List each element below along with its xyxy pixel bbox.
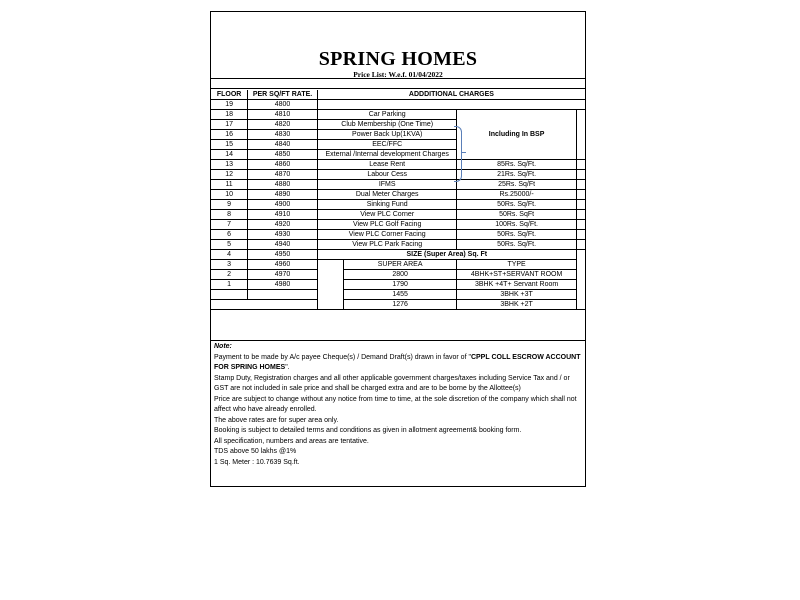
empty-cell	[576, 250, 585, 260]
table-row	[211, 190, 585, 200]
empty-cell	[211, 300, 248, 310]
charge-name-cell: View PLC Corner	[317, 210, 457, 220]
charge-name-cell: EEC/FFC	[317, 140, 457, 150]
charge-name-cell: External /Internal development Charges	[317, 150, 457, 160]
floor-cell: 5	[211, 240, 248, 250]
floor-cell: 9	[211, 200, 248, 210]
rate-cell: 4920	[248, 220, 318, 230]
charge-name-cell: Lease Rent	[317, 160, 457, 170]
floor-cell: 7	[211, 220, 248, 230]
empty-cell	[576, 170, 585, 180]
empty-cell	[576, 130, 585, 140]
size-section-header: SIZE (Super Area) Sq. Ft	[317, 250, 576, 260]
rate-cell: 4930	[248, 230, 318, 240]
table-row	[211, 100, 585, 110]
note-line: The above rates are for super area only.	[214, 416, 339, 424]
note-line: Price are subject to change without any notice from time to time, at the sole discretion of the company which shall not affect who have already enrolled.	[214, 395, 577, 413]
divider	[211, 78, 585, 79]
empty-cell	[248, 290, 318, 300]
empty-cell	[576, 180, 585, 190]
empty-cell	[576, 280, 585, 290]
unit-type-cell: 3BHK +4T+ Servant Room	[457, 280, 576, 290]
floor-column-header: FLOOR	[211, 90, 248, 100]
rate-cell: 4980	[248, 280, 318, 290]
note-line: Stamp Duty, Registration charges and all other applicable government charges/taxes including Service Tax and / or GST are not included in sale price and shall be charged extra and are to be borne by the Allottee(s)	[214, 374, 570, 392]
price-list-date: Price List: W.e.f. 01/04/2022	[353, 70, 443, 79]
charge-value-cell: Rs.25000/-	[457, 190, 576, 200]
table-row	[211, 240, 585, 250]
empty-cell	[317, 290, 343, 300]
unit-type-cell: 3BHK +2T	[457, 300, 576, 310]
charge-value-cell: 50Rs. Sq/Ft.	[457, 200, 576, 210]
empty-cell	[317, 260, 343, 270]
charge-name-cell: View PLC Golf Facing	[317, 220, 457, 230]
empty-cell	[576, 120, 585, 130]
floor-cell: 3	[211, 260, 248, 270]
floor-cell: 14	[211, 150, 248, 160]
note-line: All specification, numbers and areas are tentative.	[214, 437, 369, 445]
floor-cell: 2	[211, 270, 248, 280]
rate-cell: 4850	[248, 150, 318, 160]
rate-cell: 4910	[248, 210, 318, 220]
table-row	[211, 230, 585, 240]
divider	[211, 88, 585, 89]
empty-cell	[576, 150, 585, 160]
table-row	[211, 110, 585, 120]
empty-cell	[576, 190, 585, 200]
super-area-cell: 1276	[343, 300, 457, 310]
empty-cell	[576, 220, 585, 230]
charge-name-cell: IFMS	[317, 180, 457, 190]
rate-cell: 4860	[248, 160, 318, 170]
charge-value-cell: 85Rs. Sq/Ft.	[457, 160, 576, 170]
note-text: ".	[285, 364, 290, 371]
super-area-cell: 2800	[343, 270, 457, 280]
charge-name-cell: Power Back Up(1KVA)	[317, 130, 457, 140]
rate-cell: 4820	[248, 120, 318, 130]
charge-name-cell: Labour Cess	[317, 170, 457, 180]
empty-cell	[576, 300, 585, 310]
charge-value-cell: 50Rs. SqFt	[457, 210, 576, 220]
table-row	[211, 260, 585, 270]
charge-value-cell: 100Rs. Sq/Ft.	[457, 220, 576, 230]
table-row	[211, 210, 585, 220]
table-row	[211, 300, 585, 310]
table-row	[211, 270, 585, 280]
empty-cell	[576, 200, 585, 210]
rate-cell: 4940	[248, 240, 318, 250]
table-row	[211, 290, 585, 300]
charge-value-cell: 50Rs. Sq/Ft.	[457, 240, 576, 250]
divider	[211, 340, 585, 341]
floor-cell: 17	[211, 120, 248, 130]
floor-cell: 16	[211, 130, 248, 140]
empty-cell	[576, 260, 585, 270]
empty-cell	[576, 290, 585, 300]
bsp-inclusion-label: Including In BSP	[457, 110, 576, 160]
type-column-header: TYPE	[457, 260, 576, 270]
floor-cell: 6	[211, 230, 248, 240]
table-row	[211, 250, 585, 260]
empty-cell	[317, 100, 585, 110]
floor-cell: 11	[211, 180, 248, 190]
empty-cell	[576, 160, 585, 170]
note-line: 1 Sq. Meter : 10.7639 Sq.ft.	[214, 458, 300, 466]
table-row	[211, 220, 585, 230]
unit-type-cell: 3BHK +3T	[457, 290, 576, 300]
charge-name-cell: Club Membership (One Time)	[317, 120, 457, 130]
charge-value-cell: 25Rs. Sq/Ft	[457, 180, 576, 190]
note-text: Payment to be made by A/c payee Cheque(s) / Demand Draft(s) drawn in favor of "	[214, 353, 471, 361]
empty-cell	[248, 300, 318, 310]
project-title: SPRING HOMES	[318, 48, 478, 70]
super-area-cell: 1790	[343, 280, 457, 290]
floor-cell: 12	[211, 170, 248, 180]
rate-cell: 4950	[248, 250, 318, 260]
charge-value-cell: 21Rs. Sq/Ft.	[457, 170, 576, 180]
rate-cell: 4870	[248, 170, 318, 180]
table-row	[211, 200, 585, 210]
charge-name-cell: Sinking Fund	[317, 200, 457, 210]
empty-cell	[211, 290, 248, 300]
floor-cell: 1	[211, 280, 248, 290]
empty-cell	[317, 280, 343, 290]
floor-cell: 10	[211, 190, 248, 200]
empty-cell	[576, 140, 585, 150]
curly-brace-tip	[461, 152, 466, 153]
charge-name-cell: View PLC Corner Facing	[317, 230, 457, 240]
rate-cell: 4840	[248, 140, 318, 150]
charge-name-cell: View PLC Park Facing	[317, 240, 457, 250]
table-row	[211, 280, 585, 290]
floor-cell: 8	[211, 210, 248, 220]
rate-cell: 4960	[248, 260, 318, 270]
floor-cell: 19	[211, 100, 248, 110]
empty-cell	[576, 210, 585, 220]
rate-cell: 4890	[248, 190, 318, 200]
charge-name-cell: Car Parking	[317, 110, 457, 120]
price-table	[211, 90, 585, 310]
rate-cell: 4900	[248, 200, 318, 210]
table-header-row	[211, 90, 585, 100]
curly-brace-icon	[454, 126, 462, 182]
escrow-account-name: CPPL COLL ESCROW ACCOUNT FOR SPRING HOMES	[214, 353, 581, 371]
empty-cell	[317, 300, 343, 310]
unit-type-cell: 4BHK+ST+SERVANT ROOM	[457, 270, 576, 280]
empty-cell	[576, 110, 585, 120]
note-line: TDS above 50 lakhs @1%	[214, 448, 297, 455]
floor-cell: 13	[211, 160, 248, 170]
note-payment	[214, 353, 582, 374]
charge-name-cell: Dual Meter Charges	[317, 190, 457, 200]
empty-cell	[317, 270, 343, 280]
floor-cell: 18	[211, 110, 248, 120]
table-row	[211, 160, 585, 170]
charge-value-cell: 50Rs. Sq/Ft.	[457, 230, 576, 240]
rate-cell: 4800	[248, 100, 318, 110]
floor-cell: 15	[211, 140, 248, 150]
empty-cell	[576, 230, 585, 240]
floor-cell: 4	[211, 250, 248, 260]
rate-column-header: PER SQ/FT RATE.	[248, 90, 318, 100]
charges-column-header: ADDDITIONAL CHARGES	[317, 90, 585, 100]
rate-cell: 4830	[248, 130, 318, 140]
notes-section	[214, 342, 582, 468]
table-row	[211, 180, 585, 190]
price-list-sheet	[210, 11, 586, 487]
empty-cell	[576, 270, 585, 280]
rate-cell: 4970	[248, 270, 318, 280]
rate-cell: 4810	[248, 110, 318, 120]
rate-cell: 4880	[248, 180, 318, 190]
table-row	[211, 170, 585, 180]
super-area-cell: 1455	[343, 290, 457, 300]
super-area-column-header: SUPER AREA	[343, 260, 457, 270]
notes-title: Note:	[214, 343, 232, 350]
note-line: Booking is subject to detailed terms and conditions as given in allotment agreement& booking form.	[214, 427, 522, 434]
empty-cell	[576, 240, 585, 250]
